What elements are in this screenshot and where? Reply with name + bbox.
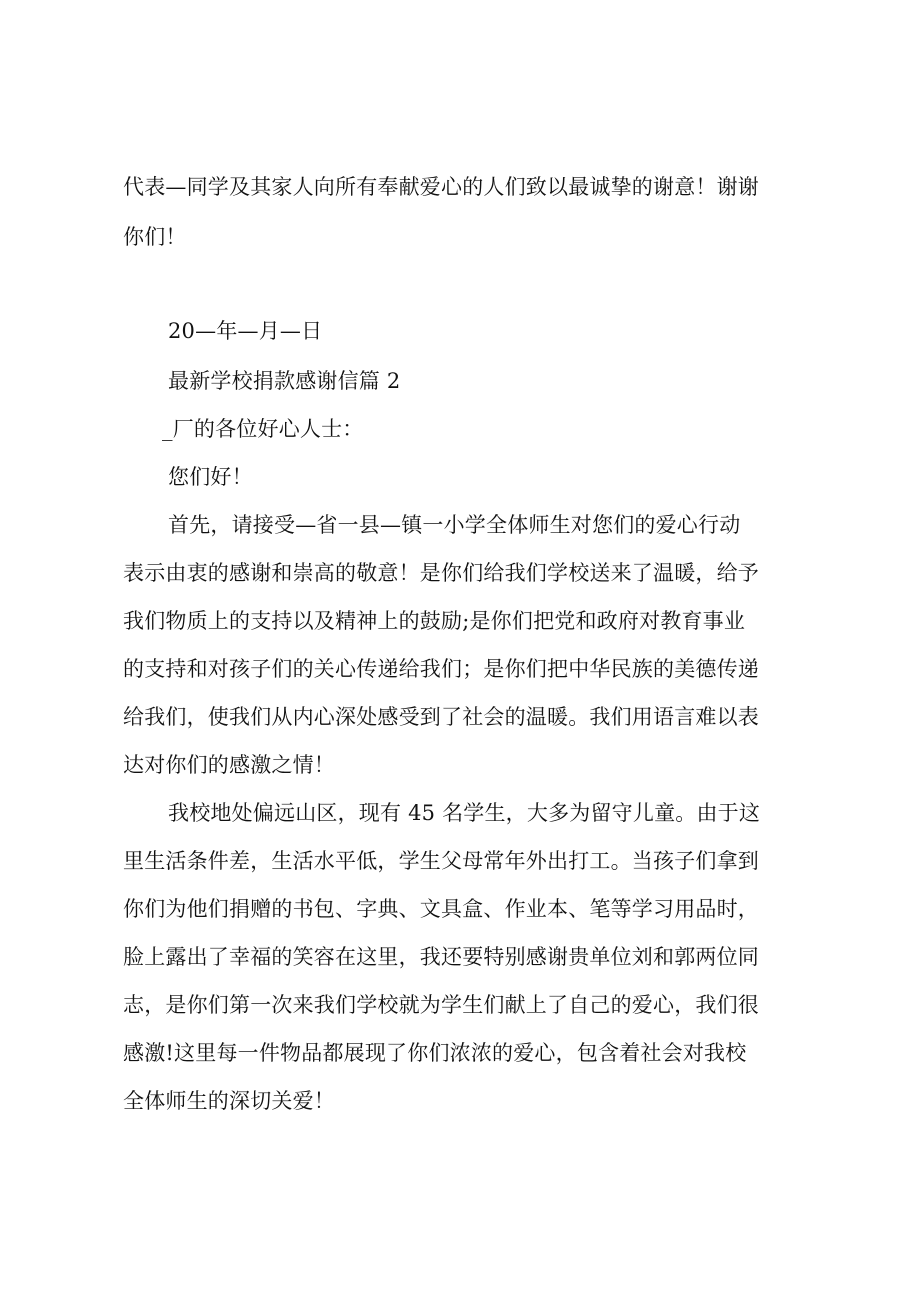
paragraph-2-line-7: 全体师生的深切关爱！ bbox=[123, 1089, 335, 1113]
section-title: 最新学校捐款感谢信篇 2 bbox=[168, 369, 401, 393]
text-line-2: 你们！ bbox=[123, 225, 187, 249]
paragraph-2-line-5: 志，是你们第一次来我们学校就为学生们献上了自己的爱心，我们很 bbox=[123, 993, 759, 1017]
date-line: 20—年—月—日 bbox=[168, 319, 323, 343]
greeting: 您们好！ bbox=[168, 465, 253, 489]
text-line-1: 代表—同学及其家人向所有奉献爱心的人们致以最诚挚的谢意！谢谢 bbox=[123, 175, 759, 199]
paragraph-2-line-6: 感激!这里每一件物品都展现了你们浓浓的爱心，包含着社会对我校 bbox=[123, 1041, 747, 1065]
paragraph-1-line-5: 给我们，使我们从内心深处感受到了社会的温暖。我们用语言难以表 bbox=[123, 705, 759, 729]
paragraph-1-line-1: 首先，请接受—省一县—镇一小学全体师生对您们的爱心行动 bbox=[168, 513, 741, 537]
paragraph-2-line-3: 你们为他们捐赠的书包、字典、文具盒、作业本、笔等学习用品时， bbox=[123, 897, 759, 921]
paragraph-2-line-1: 我校地处偏远山区，现有 45 名学生，大多为留守儿童。由于这 bbox=[168, 801, 761, 825]
paragraph-1-line-3: 我们物质上的支持以及精神上的鼓励;是你们把党和政府对教育事业 bbox=[123, 609, 746, 633]
paragraph-1-line-2: 表示由衷的感谢和崇高的敬意！是你们给我们学校送来了温暖，给予 bbox=[123, 561, 759, 585]
paragraph-1-line-4: 的支持和对孩子们的关心传递给我们；是你们把中华民族的美德传递 bbox=[123, 657, 759, 681]
paragraph-1-line-6: 达对你们的感激之情！ bbox=[123, 753, 335, 777]
paragraph-2-line-2: 里生活条件差，生活水平低，学生父母常年外出打工。当孩子们拿到 bbox=[123, 849, 759, 873]
paragraph-2-line-4: 脸上露出了幸福的笑容在这里，我还要特别感谢贵单位刘和郭两位同 bbox=[123, 945, 759, 969]
salutation: _厂的各位好心人士： bbox=[162, 417, 364, 441]
